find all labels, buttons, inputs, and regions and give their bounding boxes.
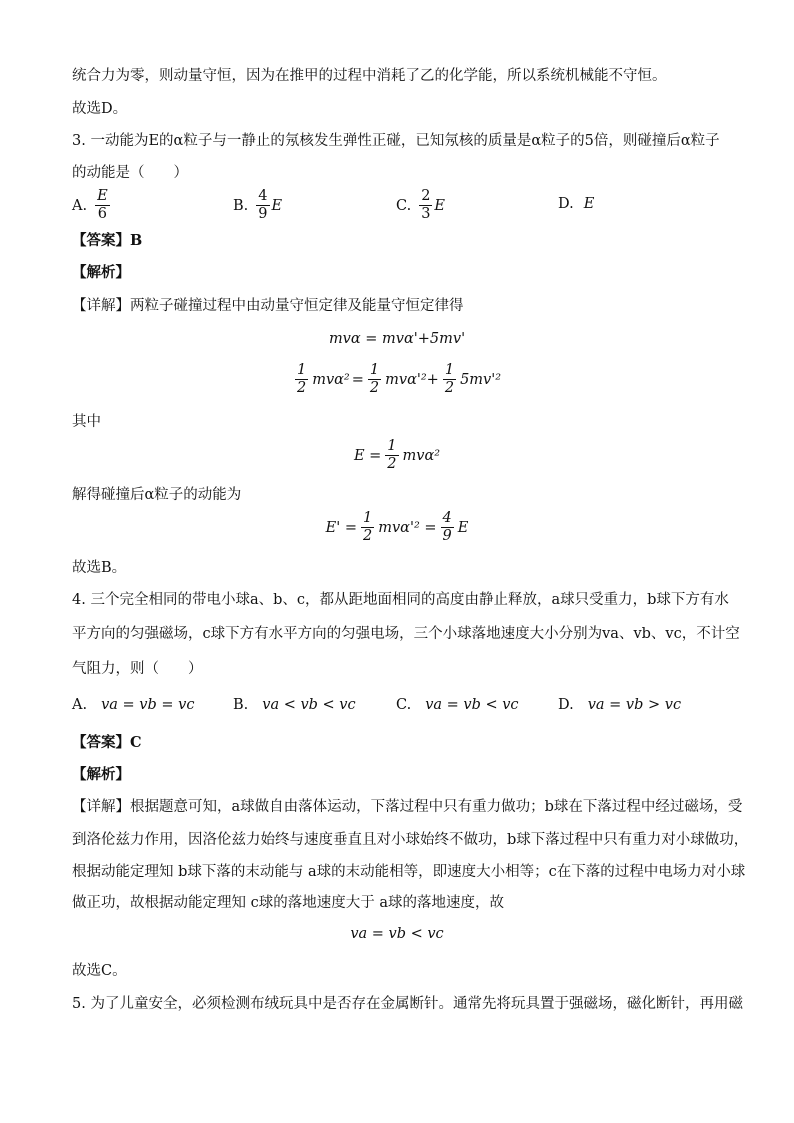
text-line: 解得碰撞后α粒子的动能为 <box>72 487 242 503</box>
answer-label: 【答案】B <box>72 232 143 249</box>
q4-option-a <box>72 697 194 713</box>
q4-option-b <box>233 697 356 713</box>
q3-option-c <box>396 188 445 223</box>
equation-term: mvα'² = <box>378 519 437 536</box>
question-4-stem-cont: 气阻力，则（ ） <box>72 661 203 677</box>
question-3-stem-cont: 的动能是（ ） <box>72 165 188 181</box>
option-label: D. <box>558 697 574 713</box>
fraction-numerator: 4 <box>442 510 452 526</box>
fraction-denominator: 6 <box>97 206 107 222</box>
text-line: 统合力为零，则动量守恒，因为在推甲的过程中消耗了乙的化学能，所以系统机械能不守恒。 <box>72 68 667 84</box>
answer-label: 【答案】C <box>72 734 142 751</box>
question-5-stem: 5. 为了儿童安全，必须检测布绒玩具中是否存在金属断针。通常先将玩具置于强磁场，磁化断针，再用磁 <box>72 996 743 1012</box>
option-value: E <box>583 196 595 212</box>
option-label: B. <box>233 697 249 713</box>
question-4-stem: 4. 三个完全相同的带电小球a、b、c，都从距地面相同的高度由静止释放，a球只受重力，b球下方有水 <box>72 592 729 608</box>
option-value: va = vb > vc <box>587 697 682 713</box>
detail-text: 根据动能定理知 b球下落的末动能与 a球的末动能相等，即速度大小相等；c在下落的过程中电场力对小球 <box>72 864 746 880</box>
equation-energy <box>0 362 794 397</box>
option-value: va = vb < vc <box>425 697 519 713</box>
fraction-denominator: 9 <box>258 206 268 222</box>
fraction-denominator: 2 <box>369 380 380 396</box>
fraction-denominator: 2 <box>362 528 373 544</box>
equation-term: mvα'²+ <box>385 371 439 388</box>
option-label: D. <box>558 196 574 212</box>
equation-term: E' = <box>325 519 357 536</box>
fraction <box>95 188 110 223</box>
fraction-denominator: 9 <box>442 528 452 544</box>
fraction-numerator: 1 <box>444 362 455 378</box>
q3-option-a <box>72 188 112 223</box>
equation-q4-result: va = vb < vc <box>350 926 444 942</box>
fraction-denominator: 3 <box>421 206 431 222</box>
equation-term: mvα² <box>312 371 350 388</box>
text-line: 故选B。 <box>72 560 127 576</box>
fraction-numerator: 1 <box>362 510 373 526</box>
fraction-denominator: 2 <box>296 380 307 396</box>
equation-term: 5mv'² <box>460 371 502 388</box>
text-line: 其中 <box>72 414 101 430</box>
option-label: C. <box>396 197 412 214</box>
fraction-numerator: 1 <box>296 362 307 378</box>
option-value: va < vb < vc <box>262 697 356 713</box>
q4-option-c <box>396 697 519 713</box>
detail-text: 【详解】两粒子碰撞过程中由动量守恒定律及能量守恒定律得 <box>72 298 464 314</box>
option-value: E <box>434 197 446 214</box>
equation-term: E = <box>353 447 382 464</box>
option-value: E <box>271 197 283 214</box>
equation-term: E <box>457 519 469 536</box>
detail-text: 到洛伦兹力作用，因洛伦兹力始终与速度垂直且对小球始终不做功，b球下落过程中只有重力对小球做功， <box>72 832 749 848</box>
text-line: 故选C。 <box>72 963 127 979</box>
question-4-stem-cont: 平方向的匀强磁场，c球下方有水平方向的匀强电场，三个小球落地速度大小分别为va、vb、vc，不计空 <box>72 626 740 642</box>
option-label: B. <box>233 197 249 214</box>
fraction-denominator: 2 <box>387 456 397 472</box>
fraction-numerator: E <box>97 188 108 204</box>
detail-text: 【详解】根据题意可知，a球做自由落体运动，下落过程中只有重力做功；b球在下落过程中经过磁场，受 <box>72 799 743 815</box>
fraction <box>419 188 432 223</box>
equation-momentum: mvα = mvα'+5mv' <box>328 331 466 347</box>
analysis-label: 【解析】 <box>72 264 130 281</box>
fraction-numerator: 1 <box>369 362 380 378</box>
equation-e-definition <box>0 438 794 473</box>
q4-option-d <box>558 697 681 713</box>
option-label: C. <box>396 697 412 713</box>
detail-text: 做正功，故根据动能定理知 c球的落地速度大于 a球的落地速度，故 <box>72 895 504 911</box>
equation-term: mvα² <box>402 447 441 464</box>
text-line: 故选D。 <box>72 101 128 117</box>
fraction-denominator: 2 <box>444 380 455 396</box>
q3-option-b <box>233 188 282 223</box>
fraction-numerator: 4 <box>258 188 268 204</box>
option-value: va = vb = vc <box>101 697 195 713</box>
equals-sign: = <box>351 371 364 388</box>
fraction-numerator: 1 <box>387 438 397 454</box>
fraction <box>256 188 269 223</box>
option-label: A. <box>72 697 88 713</box>
option-label: A. <box>72 197 88 214</box>
equation-e-prime <box>0 510 794 545</box>
analysis-label: 【解析】 <box>72 766 130 783</box>
q3-option-d <box>558 196 594 212</box>
fraction-numerator: 2 <box>421 188 431 204</box>
question-3-stem: 3. 一动能为E的α粒子与一静止的氖核发生弹性正碰，已知氖核的质量是α粒子的5倍，则碰撞后α粒子 <box>72 133 720 149</box>
